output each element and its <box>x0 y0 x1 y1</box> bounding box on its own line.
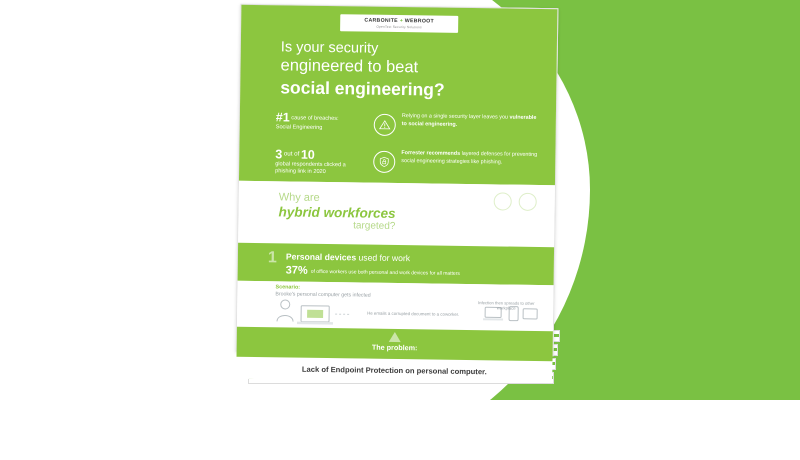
stat-text-bold: vulnerable to social engineering. <box>401 114 537 128</box>
warning-triangle-icon <box>389 332 401 342</box>
stat-figure <box>276 111 368 132</box>
brand-logo-subtitle: OpenText Security Solutions <box>376 24 422 30</box>
problem-banner <box>237 327 553 361</box>
warning-triangle-icon <box>374 114 396 136</box>
stat-figure <box>275 148 367 177</box>
brand-logo-right: WEBROOT <box>404 18 435 25</box>
scenario-caption-2: Infection then spreads to other workplace <box>477 300 535 312</box>
document-header-panel <box>239 5 557 185</box>
scenario-caption-1: He emails a corrupted document to a coworker. <box>367 310 460 317</box>
stat-row <box>276 111 542 138</box>
personal-devices-title-thin: used for work <box>356 252 411 264</box>
brand-logo-separator: + <box>399 18 404 25</box>
personal-devices-title-bold: Personal devices <box>285 251 357 263</box>
scenario-label: Scenario: <box>275 284 301 291</box>
stat-text-bold: Forrester recommends <box>401 150 461 157</box>
why-heading <box>278 191 396 232</box>
problem-text: Lack of Endpoint Protection on personal computer. <box>301 364 487 376</box>
stat-sub: Social Engineering <box>275 123 323 131</box>
decorative-circle-icon <box>494 192 512 210</box>
stat-list <box>275 111 542 179</box>
why-line-1: Why are <box>278 191 320 204</box>
personal-devices-stat <box>286 264 471 280</box>
problem-statement-area <box>236 357 552 383</box>
stat-row <box>275 148 541 179</box>
personal-devices-title <box>286 251 410 263</box>
stat-big-number: 3 <box>275 147 283 162</box>
infographic-document[interactable] <box>236 4 559 376</box>
headline <box>280 39 529 101</box>
stat-text-plain: layered defenses for preventing social engineering strategies like phishing. <box>401 150 538 166</box>
stat-description <box>401 150 541 167</box>
headline-line-1: Is your security <box>280 39 379 57</box>
why-line-2: hybrid workforces <box>278 203 396 221</box>
why-line-3: targeted? <box>353 220 396 233</box>
why-section <box>238 181 555 247</box>
stat-label: cause of breaches: <box>291 115 339 122</box>
brand-logo-left: CARBONITE <box>364 17 399 24</box>
stat-sub: global respondents clicked a phishing link in 2020 <box>275 160 346 176</box>
stat-description <box>402 113 542 130</box>
stat-big-number: #1 <box>275 110 290 125</box>
scenario-section <box>237 281 554 331</box>
decorative-icon-group <box>494 192 537 211</box>
stat-text-plain: Relying on a single security layer leaves you <box>401 113 510 121</box>
brand-logo <box>340 14 458 33</box>
decorative-circle-icon <box>519 193 537 211</box>
headline-line-2: engineered to beat <box>280 56 419 77</box>
section-number: 1 <box>267 249 277 267</box>
headline-line-3: social engineering? <box>280 76 445 100</box>
percent-value: 37% <box>285 264 308 277</box>
scenario-subtitle: Brooke's personal computer gets infected <box>275 291 371 299</box>
stat-big-number-2: 10 <box>300 147 315 162</box>
percent-description: of office workers use both personal and work devices for all matters <box>310 268 460 277</box>
personal-devices-section <box>238 243 554 285</box>
shield-lock-icon <box>373 151 395 173</box>
brand-logo-text <box>364 18 434 25</box>
problem-title: The problem: <box>371 342 418 353</box>
stat-mid-text: out of <box>283 150 300 158</box>
